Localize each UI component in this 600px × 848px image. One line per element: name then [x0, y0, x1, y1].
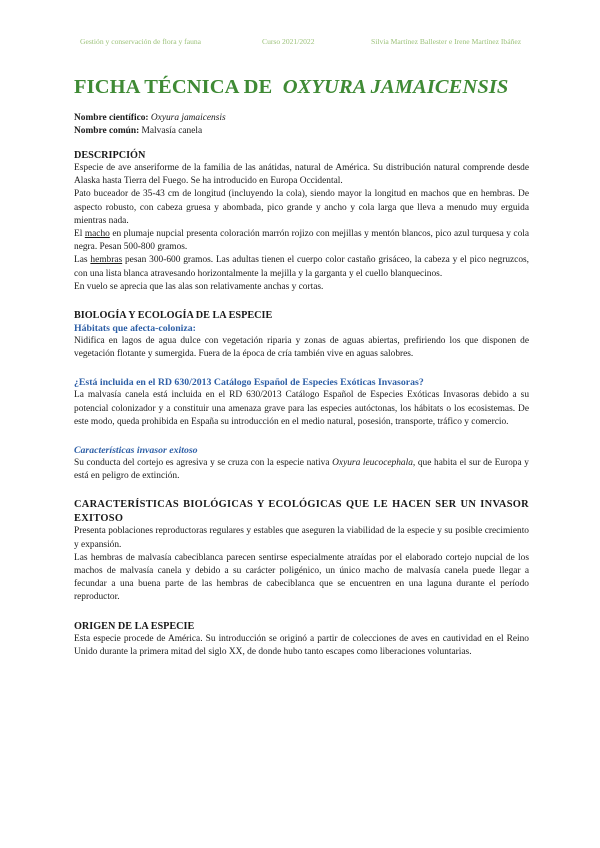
- origen-text: Esta especie procede de América. Su introducción se originó a partir de colecciones de aves en cautividad en el Reino Unido durante la primera mitad del siglo XX, de donde hubo tanto escapes como liberaciones voluntarias.: [74, 633, 529, 657]
- invasor-heading: [74, 444, 529, 457]
- common-name-line: [74, 125, 529, 138]
- descripcion-paragraph-5: En vuelo se aprecia que las alas son relativamente anchas y cortas.: [74, 281, 324, 292]
- habitats-text: Nidifica en lagos de agua dulce con vegetación riparia y zonas de aguas abiertas, prefiriendo los que disponen de vegetación flotante y sumergida. Fuera de la época de cría también vive en aguas salobres.: [74, 336, 529, 360]
- document-title: [74, 76, 529, 98]
- macho-term: macho: [84, 229, 110, 240]
- header-authors: Silvia Martínez Ballester e Irene Martínez Ibáñez: [371, 37, 522, 46]
- invasor-heading-text: Características invasor exitoso: [74, 445, 198, 457]
- habitats-heading: Hábitats que afecta-coloniza:: [74, 323, 196, 335]
- caracteristicas-paragraph-2: Las hembras de malvasía cabeciblanca parecen sentirse especialmente atraídas por el elaborado cortejo nupcial de los machos de malvasía canela y debido a su carácter poligénico, un único macho de malvasía canela puede llegar a fecundar a una buena parte de las hembras de cabeciblanca que se encuentren en una laguna durante el período reproductor.: [74, 552, 529, 603]
- scientific-name-value: Oxyura jamaicensis: [150, 113, 226, 123]
- title-species: OXYURA JAMAICENSIS: [282, 76, 509, 98]
- descripcion-heading: DESCRIPCIÓN: [74, 150, 146, 161]
- descripcion-paragraph-2: Pato buceador de 35-43 cm de longitud (incluyendo la cola), siendo mayor la longitud en machos que en hembras. De aspecto robusto, con cabeza gruesa y abombada, pico grande y ancho y cola larga que lleva a menudo muy erguida mientras nada.: [74, 189, 529, 226]
- p4-after: pesan 300-600 gramos. Las adultas tienen el cuerpo color castaño grisáceo, la cabeza y el pico negruzcos, con una lista blanca atravesando horizontalmente la mejilla y la garganta y el cuello blanquecinos.: [74, 255, 530, 279]
- caracteristicas-paragraph-1: Presenta poblaciones reproductoras regulares y estables que aseguren la viabilidad de la especie y su posible crecimiento y expansión.: [74, 526, 529, 550]
- invasor-text: [74, 457, 529, 483]
- caracteristicas-heading: CARACTERÍSTICAS BIOLÓGICAS Y ECOLÓGICAS QUE LE HACEN SER UN INVASOR EXITOSO: [74, 499, 529, 524]
- rd-text: La malvasía canela está incluida en el RD 630/2013 Catálogo Español de Especies Exóticas Invasoras debido a su potencial colonizador y a constituir una amenaza grave para las especies autóctonas, los hábitats o los ecosistemas. De este modo, queda prohibida en España su introducción en el medio natural, posesión, transporte, tráfico y comercio.: [74, 390, 529, 427]
- invasor-species: Oxyura leucocephala: [332, 458, 413, 469]
- p3-after: en plumaje nupcial presenta coloración marrón rojizo con mejillas y mentón blancos, pico azul turquesa y cola negra. Pesan 500-800 gramos.: [74, 229, 530, 253]
- descripcion-paragraph-1: Especie de ave anseriforme de la familia de las anátidas, natural de América. Su distribución natural comprende desde Alaska hasta Tierra del Fuego. Se ha introducido en Europa Occidental.: [74, 163, 529, 187]
- scientific-name-label: Nombre científico:: [74, 113, 149, 123]
- invasor-after: , que habita el sur de Europa y está en peligro de extinción.: [74, 458, 529, 482]
- invasor-before: Su conducta del cortejo es agresiva y se cruza con la especie nativa: [74, 458, 330, 469]
- rd-heading: ¿Está incluida en el RD 630/2013 Catálogo Español de Especies Exóticas Invasoras?: [74, 377, 424, 389]
- header-subject: Gestión y conservación de flora y fauna: [80, 37, 202, 46]
- title-prefix: FICHA TÉCNICA DE: [74, 76, 273, 98]
- scientific-name-line: [74, 112, 529, 125]
- biologia-heading: BIOLOGÍA Y ECOLOGÍA DE LA ESPECIE: [74, 310, 273, 322]
- origen-heading: ORIGEN DE LA ESPECIE: [74, 620, 195, 632]
- common-name-label: Nombre común:: [74, 126, 140, 136]
- p3-before: El: [74, 229, 83, 240]
- common-name-value: Malvasía canela: [141, 126, 203, 136]
- hembras-term: hembras: [90, 255, 123, 266]
- document-body: [74, 76, 529, 659]
- descripcion-paragraph-4: [74, 254, 529, 280]
- page-header: [0, 37, 600, 49]
- species-names: [74, 112, 529, 138]
- p4-before: Las: [74, 255, 88, 266]
- header-course: Curso 2021/2022: [262, 37, 315, 46]
- descripcion-paragraph-3: [74, 228, 529, 254]
